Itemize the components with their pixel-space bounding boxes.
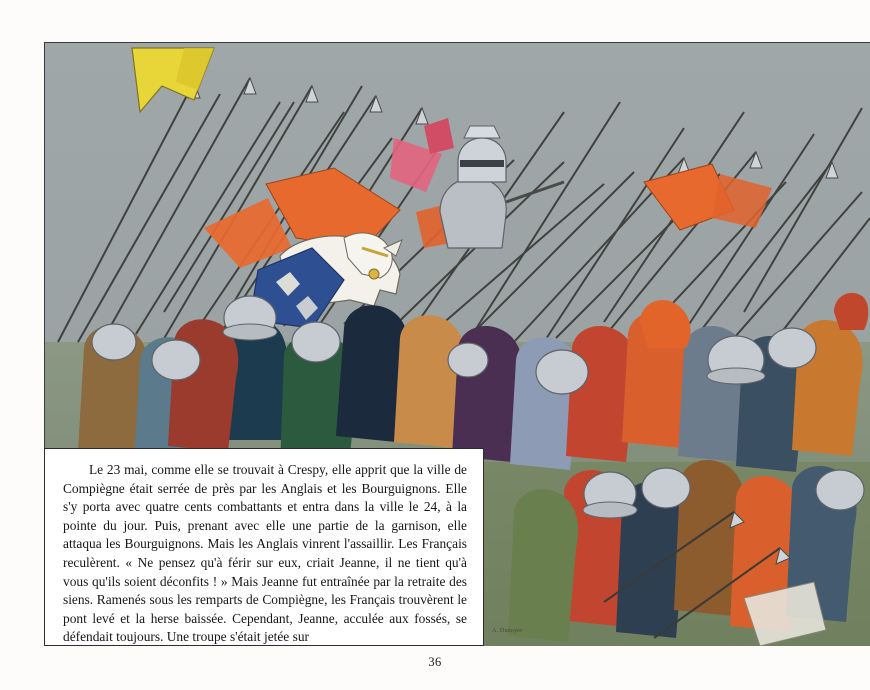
artist-signature: A. Dunoyer xyxy=(492,628,523,634)
page-number: 36 xyxy=(428,655,442,669)
caption-paragraph: Le 23 mai, comme elle se trouvait à Crespy, elle apprit que la ville de Compiègne était serrée de près par les Anglais et les Bourguignons. Elle s'y porta avec quatre cents combattants et entra dans la ville le 24, à la pointe du jour. Puis, prenant avec elle une partie de la garnison, elle attaqua les Bourguignons. Mais les Anglais vinrent l'assaillir. Les Français reculèrent. « Ne pensez qu'à férir sur eux, criait Jeanne, il ne tient qu'à vous qu'ils soient déconfits ! » Mais Jeanne fut entraînée par la retraite des siens. Ramenés sous les remparts de Compiègne, les Français trouvèrent le pont levé et la herse baissée. Cependant, Jeanne, acculée aux fossés, se défendait toujours. Une troupe s'était jetée sur xyxy=(63,462,467,645)
caption-box xyxy=(44,448,484,646)
